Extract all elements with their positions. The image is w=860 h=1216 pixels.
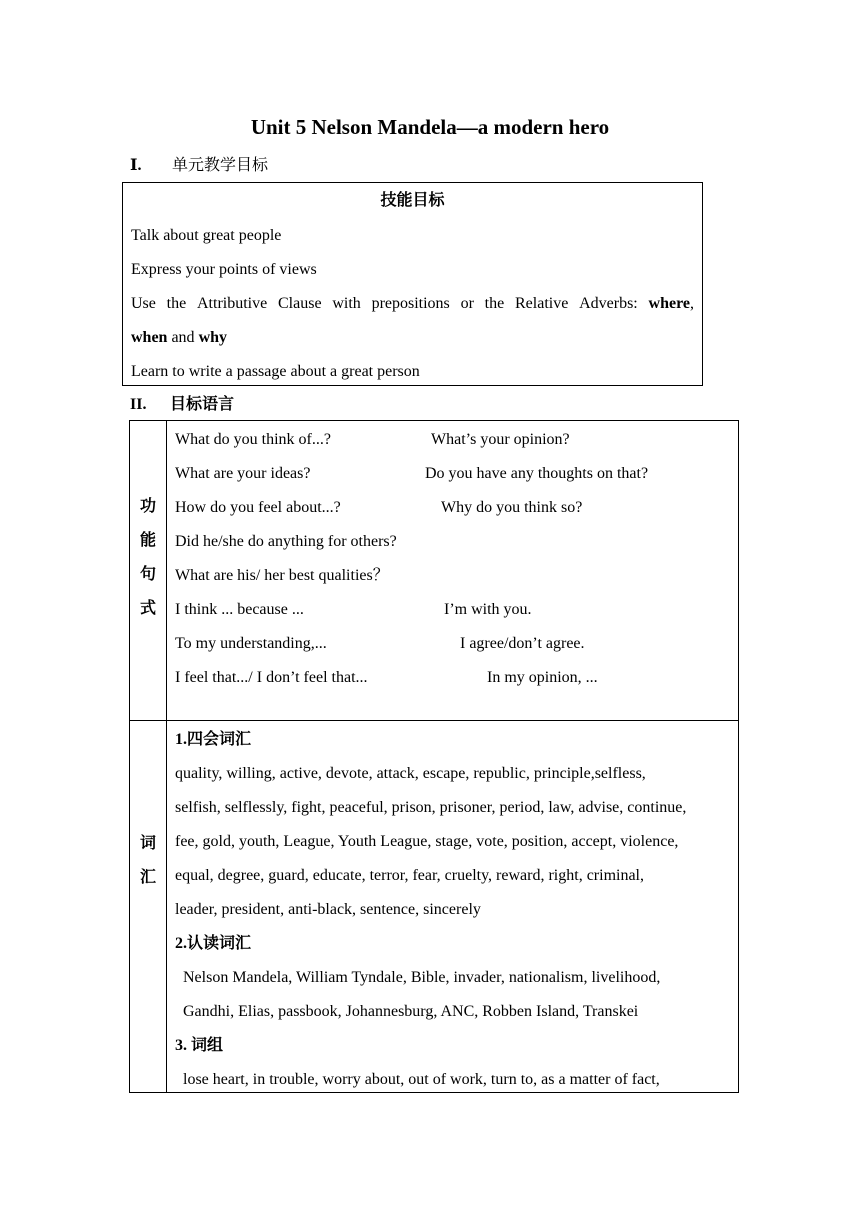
vocab-heading-3: 3. 词组 — [175, 1037, 224, 1054]
goal-word: Relative — [515, 295, 569, 312]
section-1-number: Ⅰ. — [130, 157, 142, 174]
label-char: 词 — [139, 835, 156, 852]
goal-word: with — [332, 295, 361, 312]
sentence-left: Did he/she do anything for others? — [175, 533, 397, 550]
section-2-number: II. — [130, 396, 147, 413]
sentence-left: How do you feel about...? — [175, 499, 341, 516]
sentence-right: Why do you think so? — [441, 499, 583, 516]
sentence-right: Do you have any thoughts on that? — [425, 465, 649, 482]
goal-item-attributive-cont — [131, 326, 694, 350]
label-char: 汇 — [139, 869, 156, 886]
vocab-line: lose heart, in trouble, worry about, out of work, turn to, as a matter of fact, — [183, 1071, 660, 1088]
table-row-functions — [130, 421, 739, 721]
label-char: 功 — [139, 498, 156, 515]
sentence-left: What do you think of...? — [175, 431, 331, 448]
vocab-line: selfish, selflessly, fight, peaceful, prison, prisoner, period, law, advise, continue, — [175, 799, 687, 816]
section-1-heading — [130, 154, 268, 178]
goal-word: or — [460, 295, 474, 312]
goal-word-and: and — [171, 329, 195, 346]
target-language-table — [129, 420, 739, 1093]
sentence-right: I’m with you. — [444, 601, 532, 618]
functions-cell — [167, 421, 739, 721]
skill-goals-box — [122, 182, 703, 386]
goal-item-attributive — [131, 292, 694, 316]
sentence-right: What’s your opinion? — [431, 431, 570, 448]
goal-word: Use — [131, 295, 156, 312]
label-char: 能 — [139, 532, 156, 549]
section-2-heading — [130, 393, 234, 417]
sentence-right: In my opinion, ... — [487, 669, 598, 686]
vocab-heading-1: 1.四会词汇 — [175, 731, 252, 748]
vocab-heading-2: 2.认读词汇 — [175, 935, 252, 952]
page-title: Unit 5 Nelson Mandela—a modern hero — [250, 115, 610, 139]
goal-word: Attributive — [197, 295, 268, 312]
label-char: 式 — [139, 600, 156, 617]
row-label-functions — [130, 421, 167, 721]
goal-item: Express your points of views — [131, 261, 317, 278]
label-char: 句 — [139, 566, 156, 583]
goal-word: the — [166, 295, 187, 312]
sentence-left: To my understanding,... — [175, 635, 327, 652]
vocab-line: fee, gold, youth, League, Youth League, stage, vote, position, accept, violence, — [175, 833, 679, 850]
table-row-vocabulary — [130, 721, 739, 1093]
goal-word-where: where, — [648, 295, 694, 312]
goal-word: Clause — [278, 295, 322, 312]
vocab-line: quality, willing, active, devote, attack, escape, republic, principle,selfless, — [175, 765, 646, 782]
vocabulary-cell — [167, 721, 739, 1093]
vocab-line: Nelson Mandela, William Tyndale, Bible, invader, nationalism, livelihood, — [183, 969, 661, 986]
goal-item: Learn to write a passage about a great person — [131, 363, 420, 380]
section-1-title: 单元教学目标 — [172, 157, 269, 174]
goal-word: Adverbs: — [579, 295, 638, 312]
row-label-vocabulary — [130, 721, 167, 1093]
sentence-left: I feel that.../ I don’t feel that... — [175, 669, 368, 686]
sentence-left: What are your ideas? — [175, 465, 311, 482]
vocab-line: Gandhi, Elias, passbook, Johannesburg, ANC, Robben Island, Transkei — [183, 1003, 639, 1020]
goal-word-when: when — [131, 329, 168, 346]
goal-word: the — [484, 295, 505, 312]
sentence-left: What are his/ her best qualities？ — [175, 567, 389, 584]
sentence-left: I think ... because ... — [175, 601, 304, 618]
goal-item: Talk about great people — [131, 227, 282, 244]
sentence-right: I agree/don’t agree. — [460, 635, 585, 652]
vocab-line: equal, degree, guard, educate, terror, fear, cruelty, reward, right, criminal, — [175, 867, 644, 884]
goal-word-why: why — [198, 329, 228, 346]
skill-goals-heading: 技能目标 — [380, 192, 445, 209]
section-2-title: 目标语言 — [170, 396, 235, 413]
vocab-line: leader, president, anti-black, sentence, sincerely — [175, 901, 481, 918]
goal-word: prepositions — [371, 295, 450, 312]
